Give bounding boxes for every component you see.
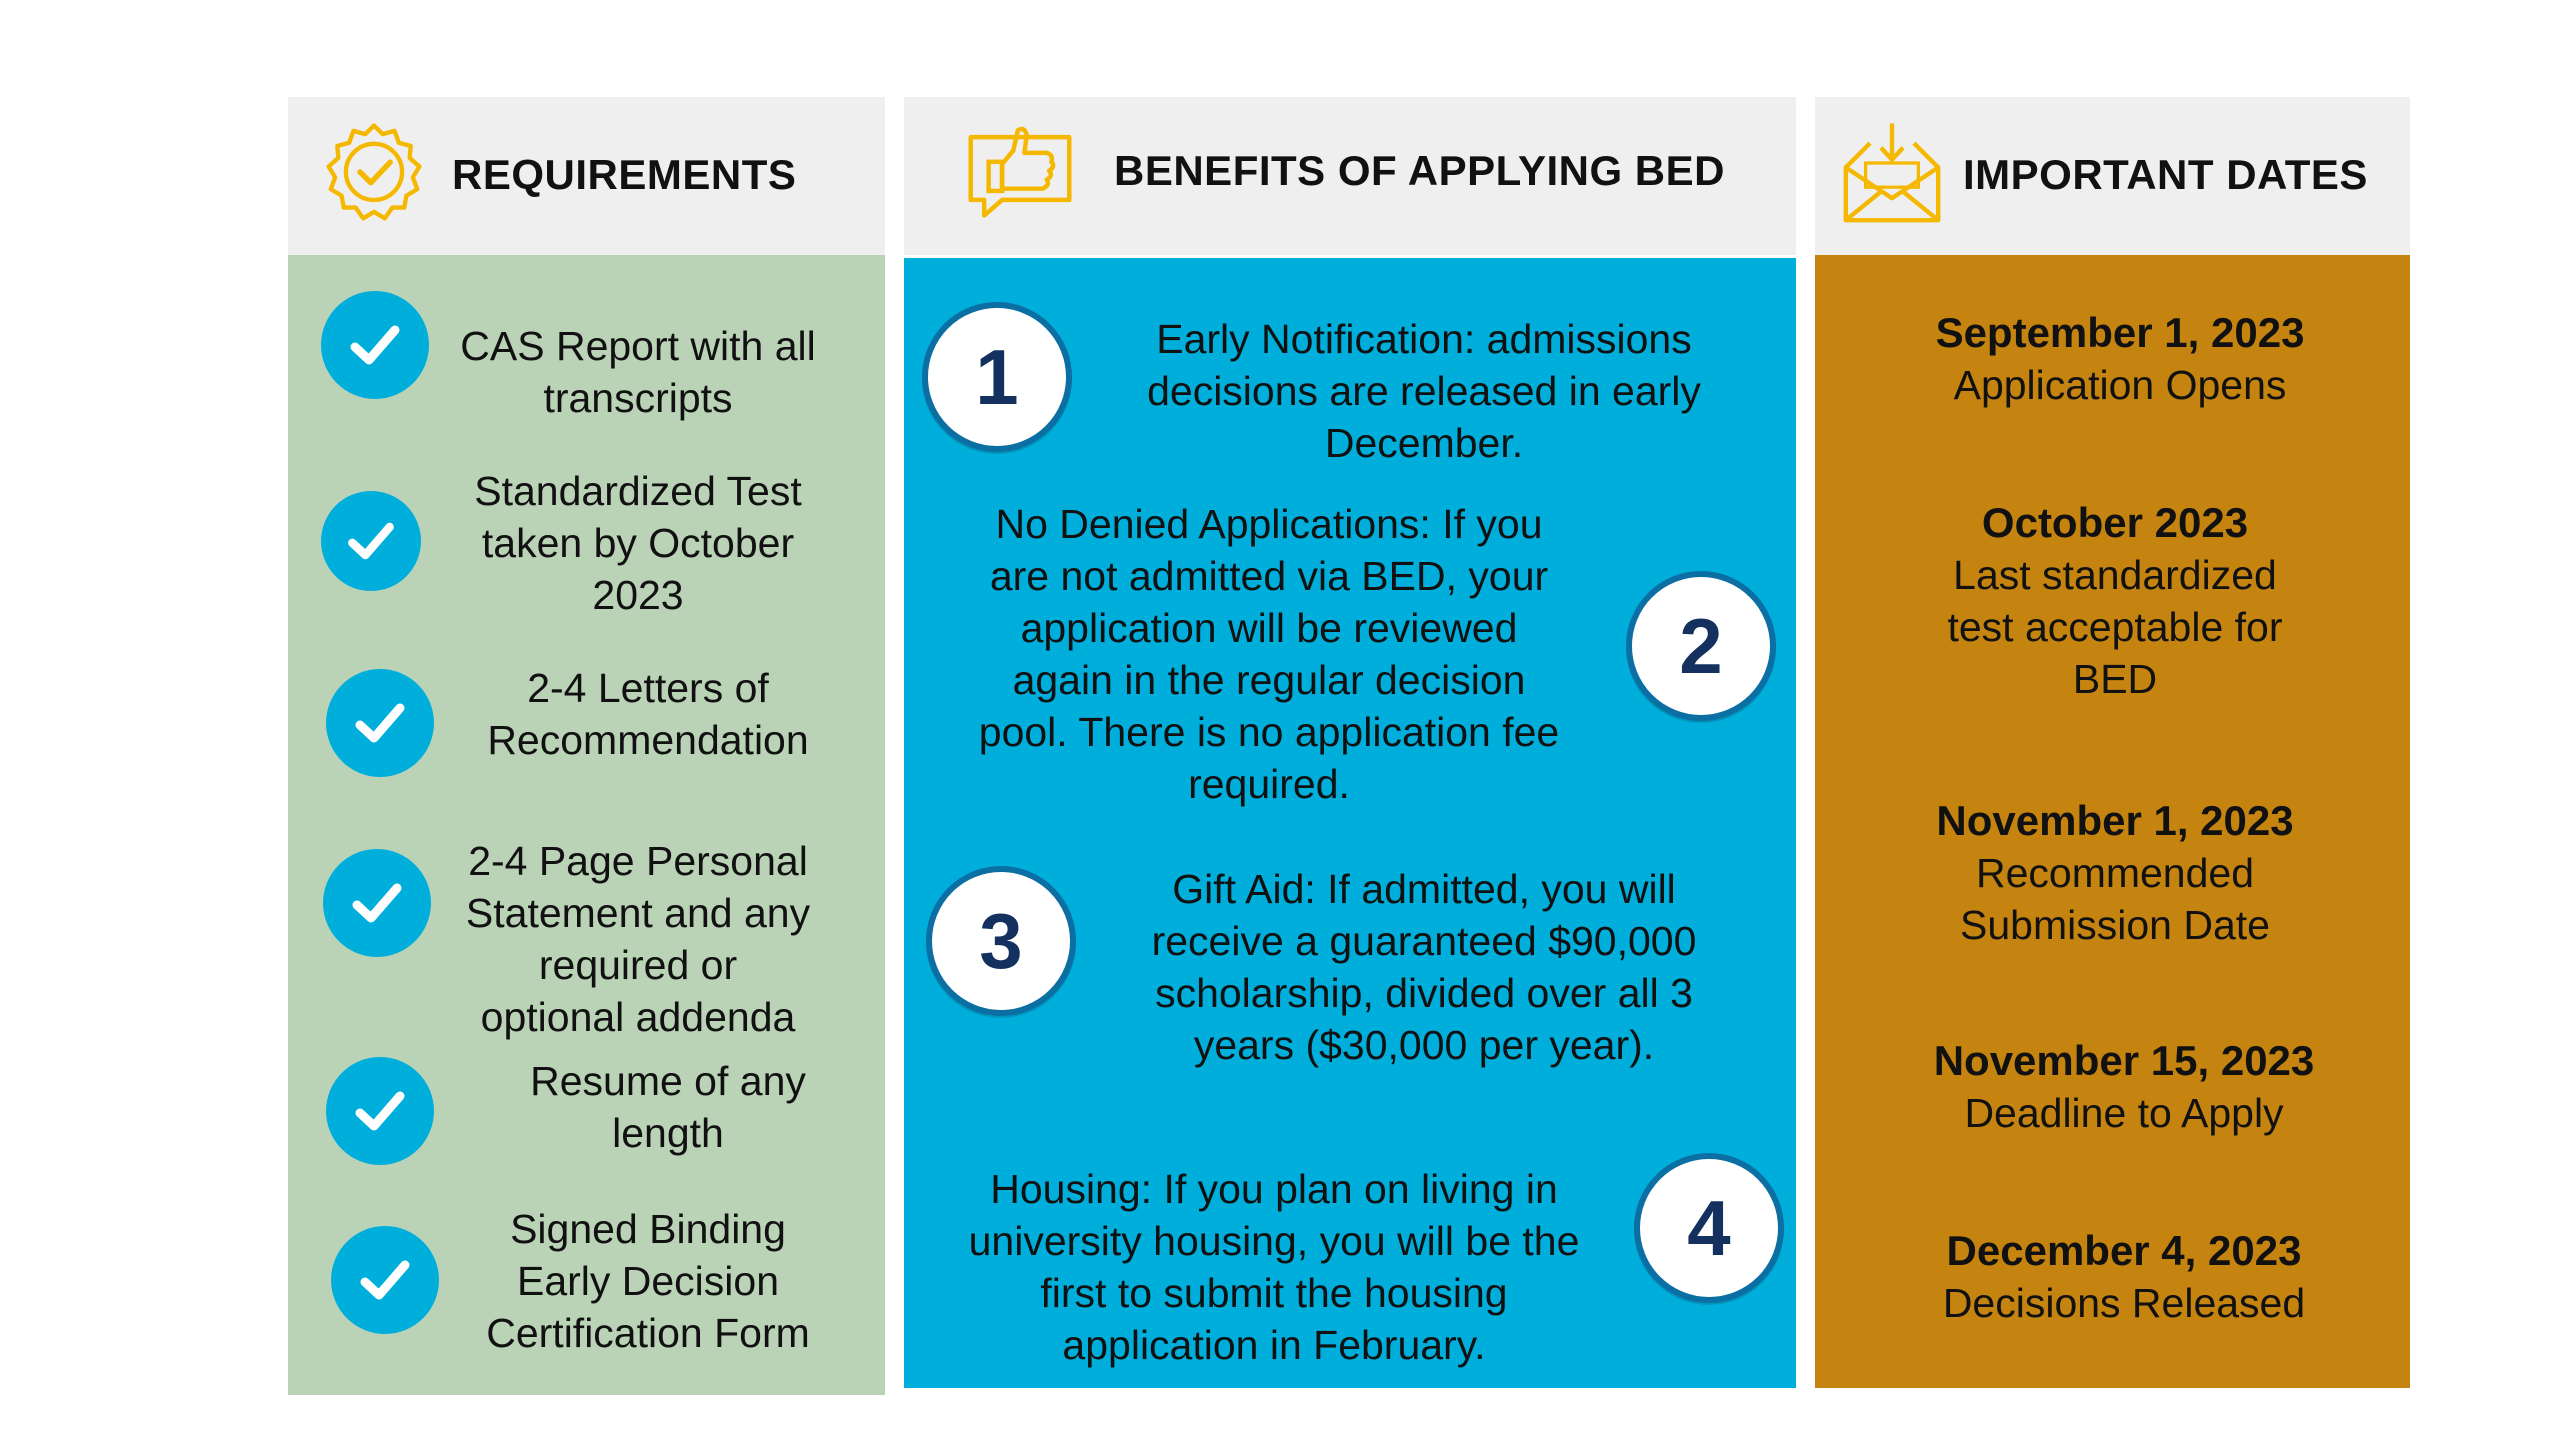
number-badge: 3: [926, 866, 1076, 1016]
requirements-title: REQUIREMENTS: [452, 151, 797, 198]
list-item: 2-4 Letters of Recommendation: [487, 665, 809, 763]
check-icon: [331, 1226, 439, 1334]
date-item: November 1, 2023 Recommended Submission Date: [1815, 795, 2415, 951]
dates-list: [1815, 255, 2410, 1388]
benefits-title: BENEFITS OF APPLYING BED: [1114, 147, 1725, 194]
thumbs-up-icon: [964, 117, 1076, 229]
date-item: November 15, 2023 Deadline to Apply: [1815, 1035, 2433, 1139]
date-value: December 4, 2023: [1946, 1227, 2302, 1274]
list-item: Gift Aid: If admitted, you will receive a guaranteed $90,000 scholarship, divided over all 3 years ($30,000 per year).: [1151, 866, 1697, 1068]
benefits-column: [904, 97, 1796, 1368]
check-icon: [326, 1057, 434, 1165]
list-item: No Denied Applications: If you are not admitted via BED, your application will be reviewed again in the regular decision pool. There is no application fee required.: [978, 501, 1560, 807]
list-item: Signed Binding Early Decision Certification Form: [486, 1206, 810, 1356]
check-icon: [323, 849, 431, 957]
list-item: CAS Report with all transcripts: [460, 323, 816, 421]
dates-column: [1815, 97, 2410, 1326]
number-badge: 2: [1626, 571, 1776, 721]
list-item: Housing: If you plan on living in university housing, you will be the first to submit the housing application in February.: [968, 1166, 1580, 1368]
check-icon: [326, 669, 434, 777]
benefits-list: [904, 258, 1796, 1388]
check-icon: [321, 491, 421, 591]
list-item: Standardized Test taken by October 2023: [474, 468, 802, 618]
requirements-column: [288, 97, 885, 1356]
list-item: Early Notification: admissions decisions are released in early December.: [1147, 316, 1701, 466]
mail-inbox-icon: [1837, 119, 1947, 229]
requirements-list: [288, 255, 885, 1395]
dates-title: IMPORTANT DATES: [1963, 151, 2368, 198]
badge-check-icon: [320, 119, 428, 227]
date-item: December 4, 2023 Decisions Released: [1815, 1225, 2433, 1329]
benefits-header: [904, 97, 1796, 255]
date-value: November 15, 2023: [1933, 1037, 2315, 1084]
date-item: October 2023 Last standardized test acceptable for BED: [1815, 497, 2415, 705]
dates-header: [1815, 97, 2410, 255]
date-value: November 1, 2023: [1936, 797, 2294, 844]
list-item: 2-4 Page Personal Statement and any required or optional addenda: [465, 838, 811, 1040]
requirements-header: [288, 97, 885, 255]
date-value: September 1, 2023: [1935, 309, 2305, 356]
check-icon: [321, 291, 429, 399]
list-item: Resume of any length: [530, 1058, 806, 1156]
date-item: September 1, 2023 Application Opens: [1815, 307, 2425, 411]
number-badge: 1: [922, 302, 1072, 452]
date-value: October 2023: [1981, 499, 2249, 546]
number-badge: 4: [1634, 1153, 1784, 1303]
